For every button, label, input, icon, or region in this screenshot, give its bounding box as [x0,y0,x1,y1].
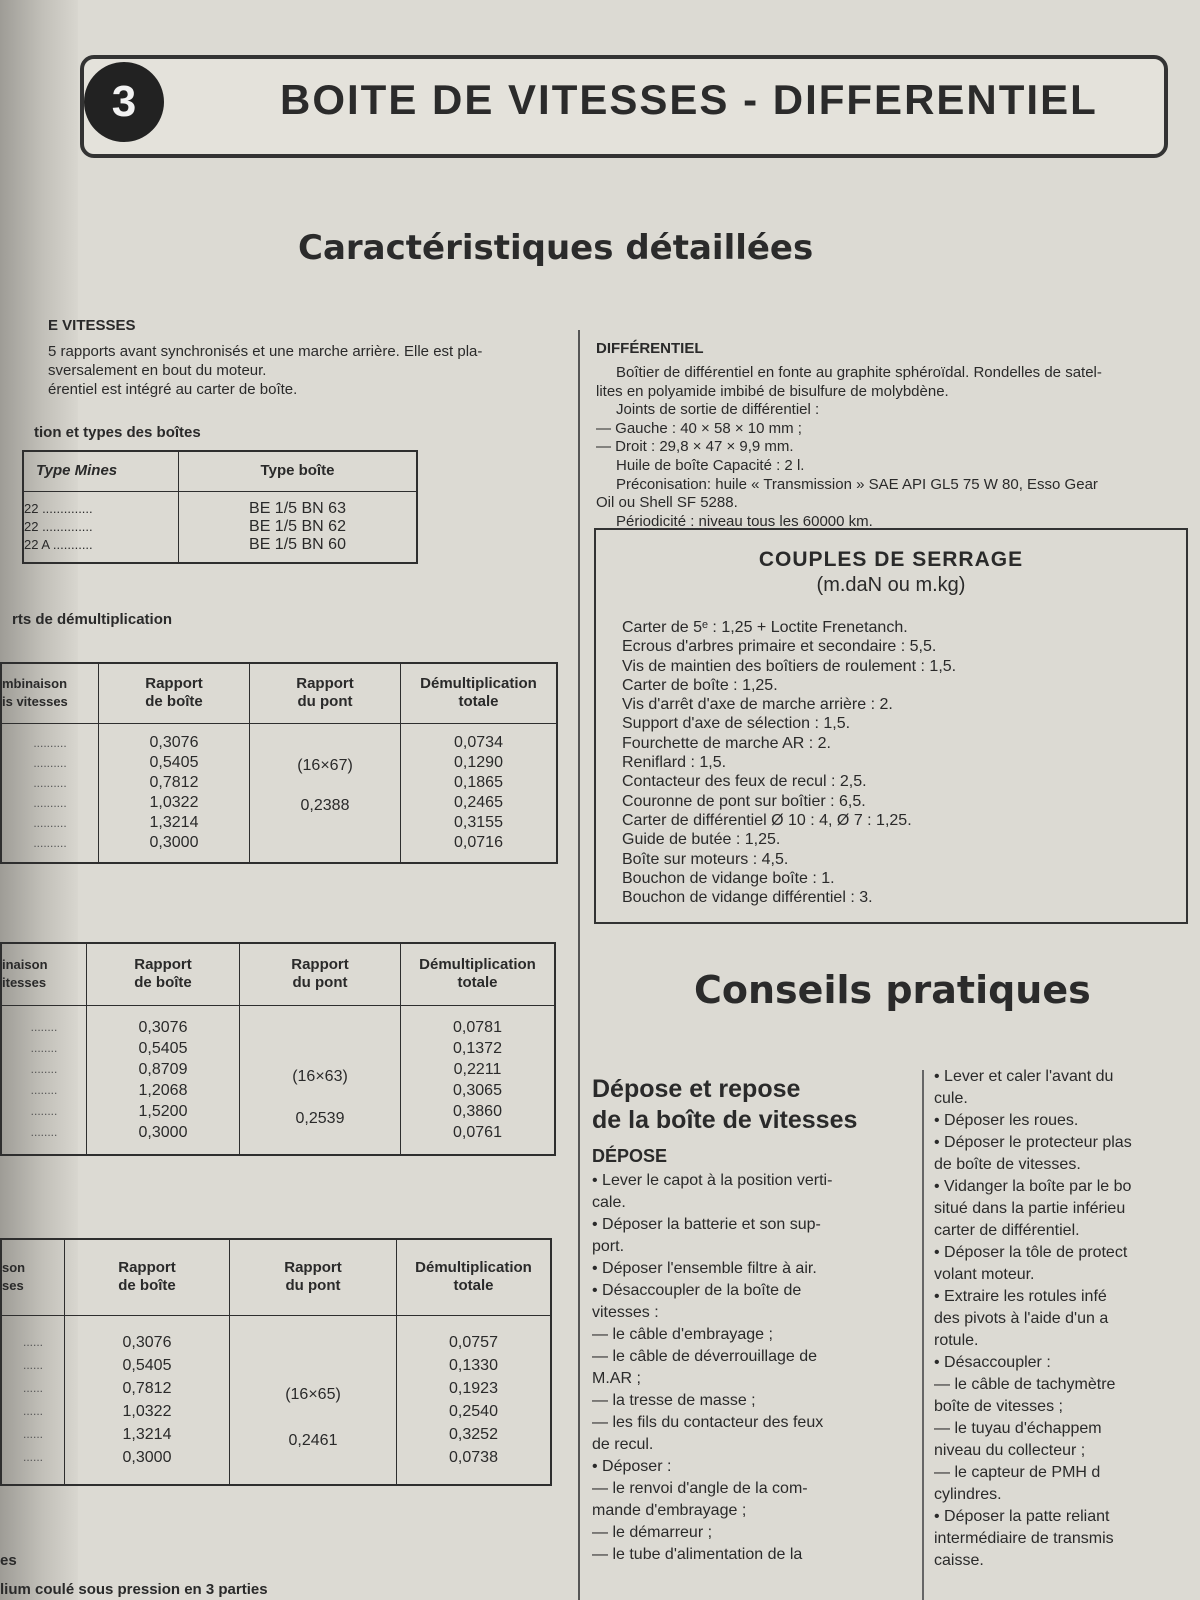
list-item: • Vidanger la boîte par le bo [934,1178,1132,1195]
footer-section-title: es [0,1552,17,1569]
list-item: — la tresse de masse ; [592,1392,756,1409]
list-item: — le tuyau d'échappem [934,1420,1102,1437]
differentiel-text [596,364,1196,531]
table-value: 0,2540 [449,1402,498,1420]
list-item: — le câble de déverrouillage de [592,1348,818,1365]
conseils-heading: Conseils pratiques [694,968,1091,1012]
table-value: 0,1923 [449,1379,498,1397]
table-row: BE 1/5 BN 63 [249,499,346,517]
table-value: (16×65) [285,1385,341,1403]
table-value: 0,3000 [138,1123,188,1141]
depose-col-divider [922,1070,924,1600]
list-item: cule. [934,1090,968,1107]
intro-line: 5 rapports avant synchronisés et une marche arrière. Elle est pla- [48,343,483,360]
table-value: 0,1330 [449,1356,498,1374]
list-item: • Désaccoupler de la boîte de [592,1282,802,1299]
depose-heading-line: Dépose et repose [592,1075,801,1103]
list-item: intermédiaire de transmis [934,1530,1114,1547]
table-value: 0,0734 [454,733,503,751]
list-item: • Extraire les rotules infé [934,1288,1107,1305]
table-value: 1,3214 [122,1425,172,1443]
couples-unit: (m.daN ou m.kg) [816,574,966,596]
rapport-boite-cell [87,1005,240,1155]
table-value: 0,3065 [453,1081,502,1099]
chapter-title: BOITE DE VITESSES - DIFFERENTIEL [280,76,1098,123]
table-value: 0,3252 [449,1425,498,1443]
table-value: 0,0757 [449,1333,498,1351]
rapport-boite-header: Rapport de boîte [99,663,250,723]
differentiel-line: Préconisation: huile « Transmission » SAE API GL5 75 W 80, Esso Gear [616,475,1098,493]
list-item: Fourchette de marche AR : 2. [622,734,831,752]
table-value: 0,1372 [453,1039,502,1057]
chapter-number-badge: 3 [84,62,164,142]
list-item: Couronne de pont sur boîtier : 6,5. [622,792,866,810]
table-value: 1,3214 [149,813,199,831]
list-item: cylindres. [934,1486,1002,1503]
intro-line: sversalement en bout du moteur. [48,362,267,379]
table-value: 0,3155 [454,813,503,831]
list-item: Carter de boîte : 1,25. [622,676,778,694]
list-item: Boîte sur moteurs : 4,5. [622,850,789,868]
differentiel-title: DIFFÉRENTIEL [596,340,704,357]
rapport-boite-header: Rapport de boîte [87,943,240,1005]
table-value: 1,2068 [138,1081,188,1099]
rapport-boite-cell [99,723,250,863]
rapport-pont-cell [230,1315,397,1485]
list-item: • Désaccoupler : [934,1354,1051,1371]
table-value: 0,3076 [122,1333,172,1351]
list-item: M.AR ; [592,1370,641,1387]
types-header-boite: Type boîte [179,451,418,491]
table-value: 0,2461 [288,1431,338,1449]
table-value: 0,5405 [122,1356,172,1374]
rapport-pont-header: Rapport du pont [250,663,401,723]
depose-heading [592,1074,857,1136]
ratio-table-3 [0,1238,552,1486]
table-value: 1,0322 [149,793,199,811]
table-value: 0,3076 [149,733,199,751]
list-item: Vis d'arrêt d'axe de marche arrière : 2. [622,696,893,714]
list-item: — le capteur de PMH d [934,1464,1101,1481]
list-item: • Déposer la tôle de protect [934,1244,1128,1261]
table-value: 0,0738 [449,1448,498,1466]
dots-cell: .......... .......... .......... .......... .......... .......... [1,723,99,863]
list-item: carter de différentiel. [934,1222,1080,1239]
list-item: • Déposer la patte reliant [934,1508,1110,1525]
rapport-pont-header: Rapport du pont [230,1239,397,1315]
demultiplication-cell [397,1315,552,1485]
list-item: — les fils du contacteur des feux [592,1414,824,1431]
caracteristiques-heading: Caractéristiques détaillées [298,228,814,268]
table-value: 0,0761 [453,1123,502,1141]
list-item: • Lever le capot à la position verti- [592,1172,833,1189]
differentiel-line: Joints de sortie de différentiel : [616,401,820,419]
table-value: (16×67) [297,756,353,774]
types-table [22,450,418,564]
differentiel-line: Périodicité : niveau tous les 60000 km. [616,512,873,530]
rapport-pont-cell [240,1005,401,1155]
table-value: 0,2388 [300,796,350,814]
table-row: BE 1/5 BN 62 [249,517,346,535]
depose-heading-line: de la boîte de vitesses [592,1106,858,1134]
table-value: 0,5405 [149,753,199,771]
table-row: 22 A ........... [24,536,93,552]
list-item: boîte de vitesses ; [934,1398,1063,1415]
column-divider [578,330,580,1600]
list-item: — le démarreur ; [592,1524,713,1541]
list-item: Support d'axe de sélection : 1,5. [622,715,851,733]
table-value: 0,7812 [122,1379,172,1397]
list-item: port. [592,1238,625,1255]
differentiel-line: Huile de boîte Capacité : 2 l. [616,456,805,474]
list-item: Reniflard : 1,5. [622,754,727,772]
list-item: Contacteur des feux de recul : 2,5. [622,773,867,791]
differentiel-line: lites en polyamide imbibé de bisulfure de molybdène. [596,382,949,400]
differentiel-line: — Gauche : 40 × 58 × 10 mm ; [596,419,802,437]
couples-title: COUPLES DE SERRAGE [758,548,1024,571]
table-value: 0,2465 [454,793,503,811]
list-item: de boîte de vitesses. [934,1156,1081,1173]
list-item: • Déposer : [592,1458,672,1475]
table-row: BE 1/5 BN 60 [249,535,346,553]
ratios-title: rts de démultiplication [12,611,173,628]
demultiplication-cell [401,1005,556,1155]
table-row: 22 .............. [24,500,93,516]
table-value: 0,2539 [295,1109,345,1127]
list-item: — le câble d'embrayage ; [592,1326,773,1343]
types-header-mines: Type Mines [23,451,179,491]
depose-subtitle: DÉPOSE [592,1146,668,1166]
table-value: 1,5200 [138,1102,188,1120]
rapport-boite-header: Rapport de boîte [65,1239,230,1315]
table-value: 0,1290 [454,753,503,771]
list-item: — le renvoi d'angle de la com- [592,1480,808,1497]
types-mines-cell [23,491,179,563]
list-item: Bouchon de vidange boîte : 1. [622,869,835,887]
depose-col1 [592,1170,912,1566]
list-item: Carter de 5ᵉ : 1,25 + Loctite Frenetanch. [622,619,908,636]
table-value: 0,0781 [453,1018,502,1036]
table-value: 0,3860 [453,1102,502,1120]
list-item: • Déposer les roues. [934,1112,1079,1129]
types-boite-cell [179,491,418,563]
vitesses-intro [48,342,568,399]
table-value: 0,0716 [454,833,503,851]
table-row: 22 .............. [24,518,93,534]
footer-line: lium coulé sous pression en 3 parties [0,1581,268,1598]
combinaison-header: son ses [1,1239,65,1315]
list-item: vitesses : [592,1304,659,1321]
list-item: Bouchon de vidange différentiel : 3. [622,889,873,907]
list-item: — le câble de tachymètre [934,1376,1116,1393]
demultiplication-header: Démultiplication totale [397,1239,552,1315]
list-item: • Lever et caler l'avant du [934,1068,1114,1085]
list-item: caisse. [934,1552,984,1569]
list-item: mande d'embrayage ; [592,1502,747,1519]
list-item: volant moteur. [934,1266,1035,1283]
list-item: rotule. [934,1332,979,1349]
list-item: Guide de butée : 1,25. [622,831,781,849]
table-value: (16×63) [292,1067,348,1085]
types-title: tion et types des boîtes [34,424,201,441]
list-item: • Déposer l'ensemble filtre à air. [592,1260,817,1277]
list-item: Carter de différentiel Ø 10 : 4, Ø 7 : 1,25. [622,811,912,829]
table-value: 0,1865 [454,773,503,791]
demultiplication-header: Démultiplication totale [401,663,558,723]
list-item: Vis de maintien des boîtiers de roulement : 1,5. [622,657,957,675]
demultiplication-cell [401,723,558,863]
table-value: 0,8709 [138,1060,188,1078]
list-item: — le tube d'alimentation de la [592,1546,803,1563]
depose-col2 [934,1066,1200,1572]
table-value: 1,0322 [122,1402,172,1420]
couples-list [622,618,956,907]
list-item: Ecrous d'arbres primaire et secondaire : 5,5. [622,638,937,656]
list-item: situé dans la partie inférieu [934,1200,1126,1217]
list-item: • Déposer la batterie et son sup- [592,1216,821,1233]
list-item: • Déposer le protecteur plas [934,1134,1132,1151]
ratio-table-1 [0,662,558,864]
rapport-boite-cell [65,1315,230,1485]
dots-cell: ........ ........ ........ ........ ........ ........ [1,1005,87,1155]
table-value: 0,5405 [138,1039,188,1057]
table-value: 0,3000 [149,833,199,851]
rapport-pont-cell [250,723,401,863]
table-value: 0,3000 [122,1448,172,1466]
differentiel-line: Boîtier de différentiel en fonte au graphite sphéroïdal. Rondelles de satel- [616,364,1102,381]
table-value: 0,3076 [138,1018,188,1036]
dots-cell: ...... ...... ...... ...... ...... ...... [1,1315,65,1485]
list-item: niveau du collecteur ; [934,1442,1086,1459]
list-item: des pivots à l'aide d'un a [934,1310,1109,1327]
ratio-table-2 [0,942,556,1156]
vitesses-section-title: E VITESSES [48,317,136,334]
combinaison-header: inaison itesses [1,943,87,1005]
intro-line: érentiel est intégré au carter de boîte. [48,381,298,398]
rapport-pont-header: Rapport du pont [240,943,401,1005]
list-item: de recul. [592,1436,654,1453]
differentiel-line: — Droit : 29,8 × 47 × 9,9 mm. [596,438,794,456]
list-item: cale. [592,1194,626,1211]
table-value: 0,2211 [453,1060,502,1078]
differentiel-line: Oil ou Shell SF 5288. [596,494,738,512]
couples-box [594,528,1188,924]
combinaison-header: mbinaison is vitesses [1,663,99,723]
demultiplication-header: Démultiplication totale [401,943,556,1005]
table-value: 0,7812 [149,773,199,791]
